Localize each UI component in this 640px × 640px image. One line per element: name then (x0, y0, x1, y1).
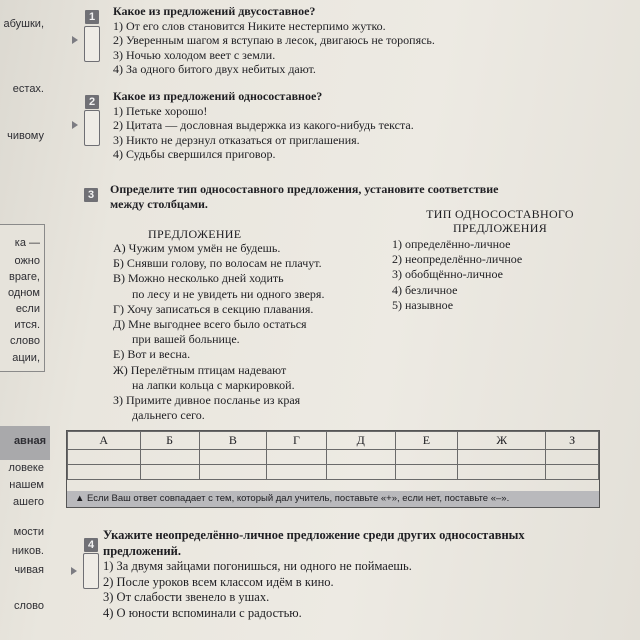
margin-fragment: чивому (7, 130, 44, 142)
column-header-type (400, 207, 600, 235)
question-title-cont: между столбцами. (110, 196, 208, 211)
grid-answer-cell[interactable] (546, 450, 599, 465)
grid-check-cell[interactable] (199, 465, 267, 480)
grid-header: Ж (458, 432, 546, 450)
margin-fragment: ится. (14, 319, 40, 331)
grid-check-cell[interactable] (458, 465, 546, 480)
answer-option[interactable]: 2) Уверенным шагом я вступаю в лесок, двигаюсь не торопясь. (113, 33, 435, 47)
answer-grid (66, 430, 600, 508)
column-header-line: ПРЕДЛОЖЕНИЯ (452, 221, 548, 235)
pointer-triangle-icon (71, 567, 77, 575)
answer-option[interactable]: 2) Цитата — дословная выдержка из какого-нибудь текста. (113, 118, 414, 132)
margin-fragment: одном (7, 287, 40, 299)
margin-fragment: ловеке (8, 462, 44, 474)
question-number-badge: 4 (84, 538, 98, 552)
grid-check-cell[interactable] (395, 465, 458, 480)
margin-fragment: ка — (14, 237, 40, 249)
margin-fragment: ожно (14, 255, 40, 267)
answer-box[interactable] (83, 553, 99, 589)
grid-check-cell[interactable] (267, 465, 327, 480)
type-item: 3) обобщённо-личное (392, 267, 503, 282)
grid-header: З (546, 432, 599, 450)
margin-fragment: слово (10, 335, 40, 347)
answer-option[interactable]: 3) Ночью холодом веет с земли. (113, 47, 276, 62)
question-number-badge: 2 (85, 95, 99, 109)
pointer-triangle-icon (72, 36, 78, 44)
grid-answer-cell[interactable] (140, 450, 199, 465)
answer-option[interactable]: 3) От слабости звенело в ушах. (103, 590, 270, 604)
answer-option[interactable]: 1) За двумя зайцами погонишься, ни одного не поймаешь. (103, 559, 412, 573)
grid-header: А (68, 432, 141, 450)
sentence-item: А) Чужим умом умён не будешь. (113, 241, 281, 255)
answer-option[interactable]: 4) О юности вспоминали с радостью. (103, 605, 302, 620)
margin-fragment: слово (14, 600, 44, 612)
margin-fragment: ников. (11, 545, 44, 557)
margin-fragment: ашего (13, 496, 44, 508)
margin-fragment: чивая (14, 564, 44, 576)
type-item: 4) безличное (392, 282, 458, 297)
grid-answer-cell[interactable] (395, 450, 458, 465)
sentence-item: З) Примите дивное посланье из края (113, 393, 301, 408)
sentence-item: Д) Мне выгоднее всего было остаться (113, 317, 307, 332)
grid-answer-cell[interactable] (326, 450, 395, 465)
margin-fragment: враге, (8, 271, 40, 283)
sentence-item: Г) Хочу записаться в секцию плавания. (113, 301, 314, 316)
grid-header: Д (326, 432, 395, 450)
answer-option[interactable]: 4) За одного битого двух небитых дают. (113, 62, 316, 76)
grid-answer-cell[interactable] (458, 450, 546, 465)
grid-header: В (199, 432, 267, 450)
margin-fragment: если (15, 303, 40, 315)
grid-header: Е (395, 432, 458, 450)
question-title: Определите тип односоставного предложения, установите соответствие (110, 182, 499, 196)
question-number-badge: 1 (85, 10, 99, 24)
answer-option[interactable]: 1) Петьке хорошо! (113, 103, 208, 118)
answer-box[interactable] (84, 26, 100, 62)
type-item: 1) определённо-личное (392, 237, 511, 251)
grid-check-cell[interactable] (326, 465, 395, 480)
grid-check-cell[interactable] (68, 465, 141, 480)
margin-fragment: естах. (12, 83, 44, 95)
question-2 (113, 89, 414, 162)
sentence-item-cont: на лапки кольца с маркировкой. (132, 377, 295, 392)
sentence-item-cont: дальнего сего. (132, 408, 205, 423)
margin-section-bar (0, 426, 50, 460)
answer-option[interactable]: 3) Никто не дерзнул отказаться от приглашения. (113, 132, 360, 147)
type-item: 5) назывное (392, 297, 454, 312)
column-header-sentence: ПРЕДЛОЖЕНИЕ (148, 227, 242, 241)
margin-fragment: абушки, (3, 18, 44, 30)
margin-sidebar-box (0, 224, 45, 372)
question-title-cont: предложений. (103, 543, 181, 558)
sentence-item: В) Можно несколько дней ходить (113, 271, 284, 286)
margin-section-label: авная (13, 435, 46, 447)
grid-check-cell[interactable] (140, 465, 199, 480)
margin-fragment: нашем (9, 479, 44, 491)
sentence-item: Б) Снявши голову, по волосам не плачут. (113, 256, 322, 271)
grid-header: Г (267, 432, 327, 450)
question-title: Какое из предложений односоставное? (113, 89, 323, 103)
grid-answer-cell[interactable] (68, 450, 141, 465)
grid-header: Б (140, 432, 199, 450)
margin-fragment: ации, (12, 352, 40, 364)
answer-option[interactable]: 4) Судьбы свершился приговор. (113, 147, 276, 161)
left-margin (0, 0, 50, 640)
pointer-triangle-icon (72, 121, 78, 129)
type-list (392, 237, 522, 313)
sentence-list (113, 241, 324, 423)
answer-option[interactable]: 2) После уроков всем классом идём в кино. (103, 574, 334, 589)
question-title: Укажите неопределённо-личное предложение среди других односоставных (103, 528, 525, 542)
question-number-badge: 3 (84, 188, 98, 202)
column-header-line: ТИП ОДНОСОСТАВНОГО (426, 207, 574, 221)
sentence-item-cont: по лесу и не увидеть ни одного зверя. (132, 286, 325, 301)
answer-option[interactable]: 1) От его слов становится Никите нестерпимо жутко. (113, 18, 386, 33)
sentence-item: Е) Вот и весна. (113, 347, 191, 362)
question-4 (103, 528, 525, 621)
margin-fragment: мости (13, 526, 44, 538)
question-title: Какое из предложений двусоставное? (113, 4, 316, 18)
grid-check-cell[interactable] (546, 465, 599, 480)
sentence-item: Ж) Перелётным птицам надевают (113, 362, 287, 377)
type-item: 2) неопределённо-личное (392, 252, 523, 267)
grid-answer-cell[interactable] (199, 450, 267, 465)
sentence-item-cont: при вашей больнице. (132, 332, 240, 347)
grid-note: ▲ Если Ваш ответ совпадает с тем, который дал учитель, поставьте «+», если нет, поставьте «–». (67, 491, 599, 507)
answer-box[interactable] (84, 110, 100, 146)
grid-answer-cell[interactable] (267, 450, 327, 465)
question-1 (113, 4, 435, 77)
